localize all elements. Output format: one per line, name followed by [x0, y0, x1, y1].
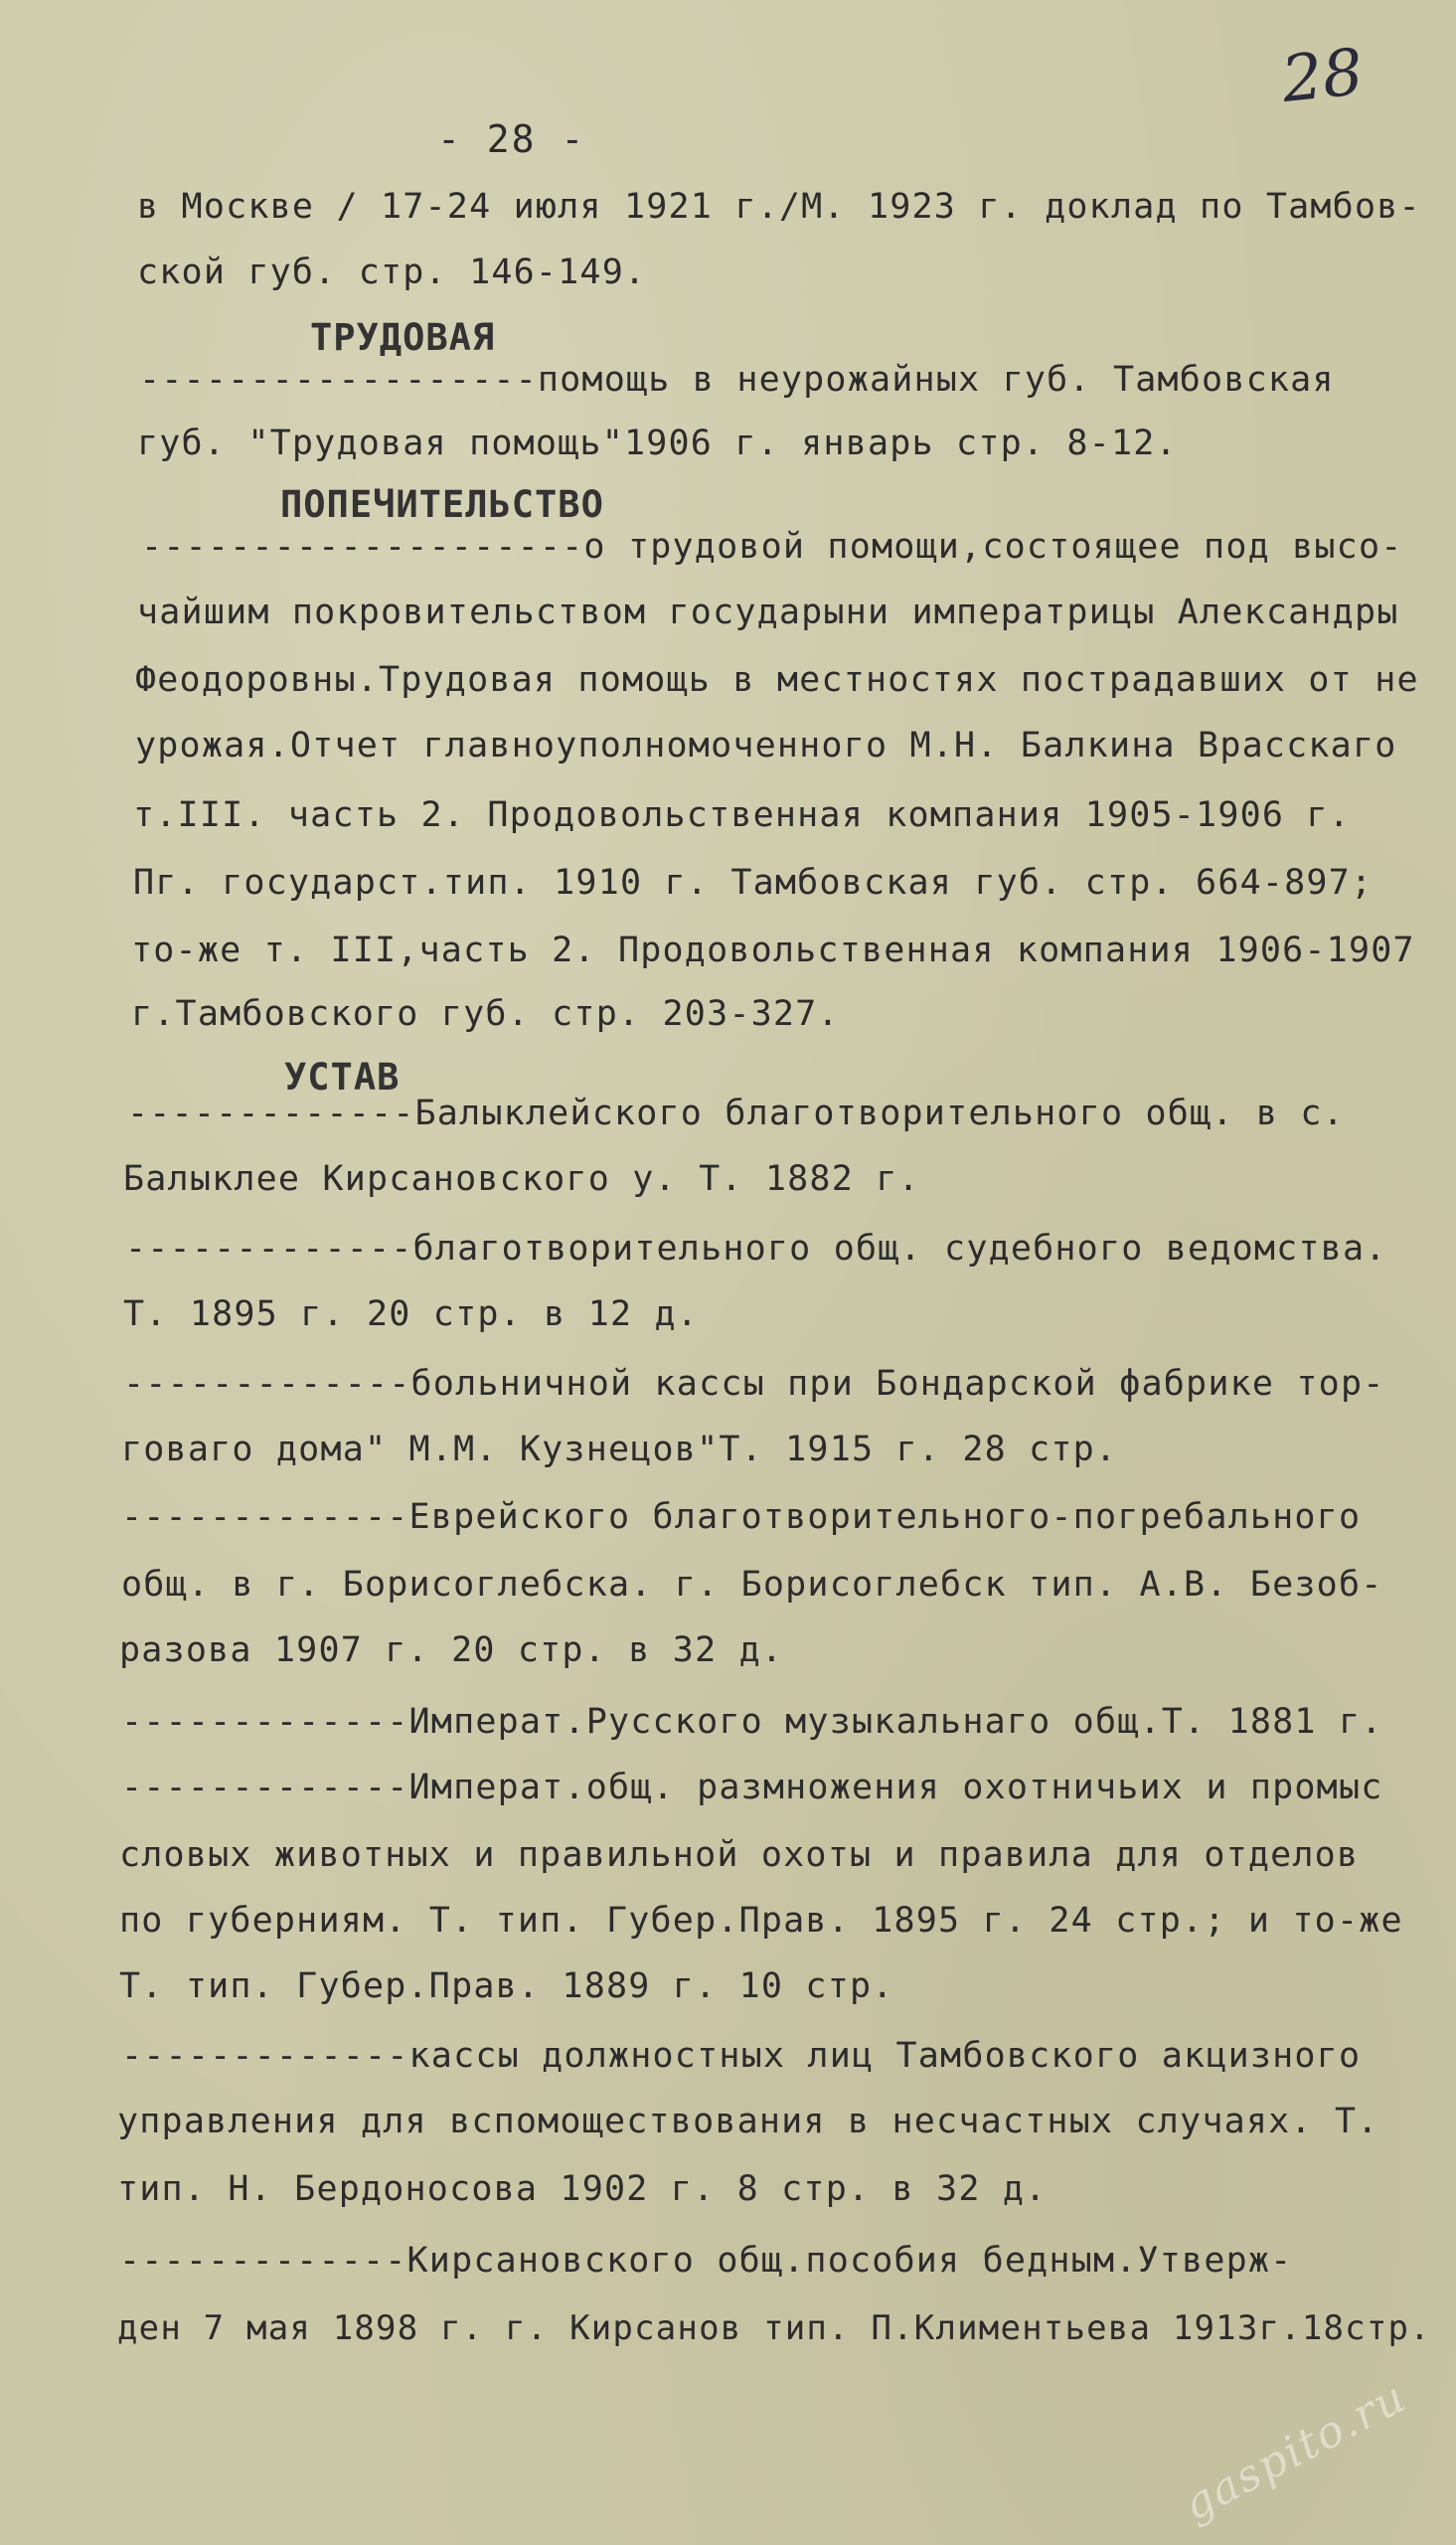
- text-line: -------------Кирсановского общ.пособия бедным.Утверж-: [119, 2241, 1293, 2281]
- text-line: -------------кассы должностных лиц Тамбовского акцизного: [121, 2036, 1362, 2076]
- text-line: Пг. государст.тип. 1910 г. Тамбовская губ. стр. 664-897;: [133, 863, 1374, 903]
- text-line: урожая.Отчет главноуполномоченного М.Н. Балкина Врасскаго: [135, 726, 1397, 765]
- text-line: Феодоровны.Трудовая помощь в местностях пострадавших от не: [135, 660, 1419, 700]
- text-line: то-же т. III,часть 2. Продовольственная компания 1906-1907: [131, 931, 1415, 970]
- text-line: ской губ. стр. 146-149.: [137, 253, 647, 292]
- typed-page-number: - 28 -: [437, 117, 586, 161]
- text-line: Т. тип. Губер.Прав. 1889 г. 10 стр.: [119, 1966, 894, 2006]
- text-line: -------------больничной кассы при Бондарской фабрике тор-: [123, 1364, 1385, 1404]
- section-heading: УСТАВ: [284, 1056, 401, 1099]
- text-line: в Москве / 17-24 июля 1921 г./М. 1923 г. доклад по Тамбов-: [137, 187, 1421, 227]
- watermark: gaspito.ru: [1175, 2371, 1415, 2531]
- text-line: чайшим покровительством государыни императрицы Александры: [137, 593, 1399, 632]
- text-line: -------------Балыклейского благотворительного общ. в с.: [127, 1094, 1345, 1133]
- text-line: словых животных и правильной охоты и правила для отделов: [119, 1835, 1360, 1875]
- text-line: управления для вспомоществования в несчастных случаях. Т.: [117, 2102, 1379, 2141]
- text-line: Балыклее Кирсановского у. Т. 1882 г.: [123, 1159, 920, 1199]
- text-line: общ. в г. Борисоглебска. г. Борисоглебск тип. А.В. Безоб-: [121, 1565, 1383, 1605]
- text-line: Т. 1895 г. 20 стр. в 12 д.: [123, 1294, 700, 1334]
- text-line: -------------Императ.Русского музыкальнаго общ.Т. 1881 г.: [121, 1702, 1383, 1742]
- text-line: --------------------о трудовой помощи,состоящее под высо-: [141, 527, 1403, 567]
- handwritten-page-number: 28: [1278, 35, 1368, 118]
- text-line: говаго дома" М.М. Кузнецов"Т. 1915 г. 28 стр.: [121, 1430, 1118, 1469]
- text-line: -------------благотворительного общ. судебного ведомства.: [125, 1229, 1387, 1269]
- text-line: -------------Императ.общ. размножения охотничьих и промыс: [121, 1768, 1383, 1807]
- text-line: разова 1907 г. 20 стр. в 32 д.: [119, 1630, 784, 1670]
- text-line: т.III. часть 2. Продовольственная компания 1905-1906 г.: [133, 795, 1351, 835]
- text-line: губ. "Трудовая помощь"1906 г. январь стр. 8-12.: [137, 424, 1178, 463]
- section-heading: ПОПЕЧИТЕЛЬСТВО: [280, 483, 604, 526]
- text-line: г.Тамбовского губ. стр. 203-327.: [131, 994, 840, 1034]
- text-line: ден 7 мая 1898 г. г. Кирсанов тип. П.Климентьева 1913г.18стр.: [117, 2308, 1431, 2348]
- text-line: по губерниям. Т. тип. Губер.Прав. 1895 г. 24 стр.; и то-же: [119, 1901, 1403, 1941]
- text-line: тип. Н. Бердоносова 1902 г. 8 стр. в 32 д.: [117, 2169, 1048, 2209]
- text-line: ------------------помощь в неурожайных губ. Тамбовская: [139, 360, 1335, 400]
- section-heading: ТРУДОВАЯ: [310, 316, 496, 359]
- text-line: -------------Еврейского благотворительного-погребального: [121, 1497, 1362, 1537]
